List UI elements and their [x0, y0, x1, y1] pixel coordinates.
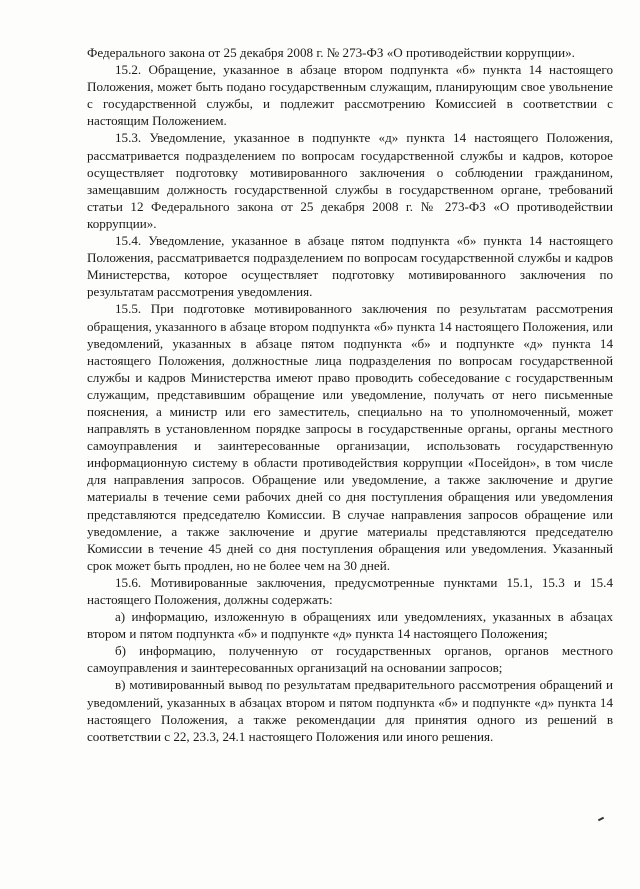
paragraph-intro: Федерального закона от 25 декабря 2008 г. № 273-ФЗ «О противодействии коррупции». [87, 45, 575, 60]
paragraph-15-4: 15.4. Уведомление, указанное в абзаце пятом подпункта «б» пункта 14 настоящего Положения, рассматривается подразделением по вопросам государственной службы и кадров Министерства, которое осуществляет подготовку мотивированного заключения по результатам рассмотрения уведомления. [87, 233, 613, 300]
paragraph-15-6-b: б) информацию, полученную от государственных органов, органов местного самоуправления и заинтересованных организаций на основании запросов; [87, 643, 613, 676]
pen-mark [598, 817, 604, 822]
paragraph-15-6-v: в) мотивированный вывод по результатам предварительного рассмотрения обращений и уведомлений, указанных в абзацах втором и пятом подпункта «б» и подпункте «д» пункта 14 настоящего Положения, а также рекомендации для принятия одного из решений в соответствии с 22, 23.3, 24.1 настоящего Положения или иного решения. [87, 677, 613, 744]
paragraph-15-6: 15.6. Мотивированные заключения, предусмотренные пунктами 15.1, 15.3 и 15.4 настоящего Положения, должны содержать: [87, 574, 613, 607]
paragraph-15-3: 15.3. Уведомление, указанное в подпункте «д» пункта 14 настоящего Положения, рассматривается подразделением по вопросам государственной службы и кадров, которое осуществляет подготовку мотивированного заключения о соблюдении гражданином, замещавшим должность государственной службы в государственном органе, требований статьи 12 Федерального закона от 25 декабря 2008 г. № 273-ФЗ «О противодействии коррупции». [87, 130, 613, 231]
paragraph-15-6-a: а) информацию, изложенную в обращениях или уведомлениях, указанных в абзацах втором и пятом подпункта «б» и подпункте «д» пункта 14 настоящего Положения; [87, 609, 613, 642]
document-body [87, 44, 613, 745]
paragraph-15-2: 15.2. Обращение, указанное в абзаце втором подпункта «б» пункта 14 настоящего Положения, может быть подано государственным служащим, планирующим свое увольнение с государственной службы, и подлежит рассмотрению Комиссией в соответствии с настоящим Положением. [87, 62, 613, 129]
paragraph-15-5: 15.5. При подготовке мотивированного заключения по результатам рассмотрения обращения, указанного в абзаце втором подпункта «б» пункта 14 настоящего Положения, или уведомлений, указанных в абзаце пятом подпункта «б» и подпункте «д» пункта 14 настоящего Положения, должностные лица подразделения по вопросам государственной службы и кадров Министерства имеют право проводить собеседование с государственным служащим, представившим обращение или уведомление, получать от него письменные пояснения, а министр или его заместитель, специально на то уполномоченный, может направлять в установленном порядке запросы в государственные органы, органы местного самоуправления и заинтересованные организации, использовать государственную информационную систему в области противодействия коррупции «Посейдон», в том числе для направления запросов. Обращение или уведомление, а также заключение и другие материалы в течение семи рабочих дней со дня поступления обращения или уведомления представляются председателю Комиссии. В случае направления запросов обращение или уведомление, а также заключение и другие материалы представляются председателю Комиссии в течение 45 дней со дня поступления обращения или уведомления. Указанный срок может быть продлен, но не более чем на 30 дней. [87, 301, 613, 573]
